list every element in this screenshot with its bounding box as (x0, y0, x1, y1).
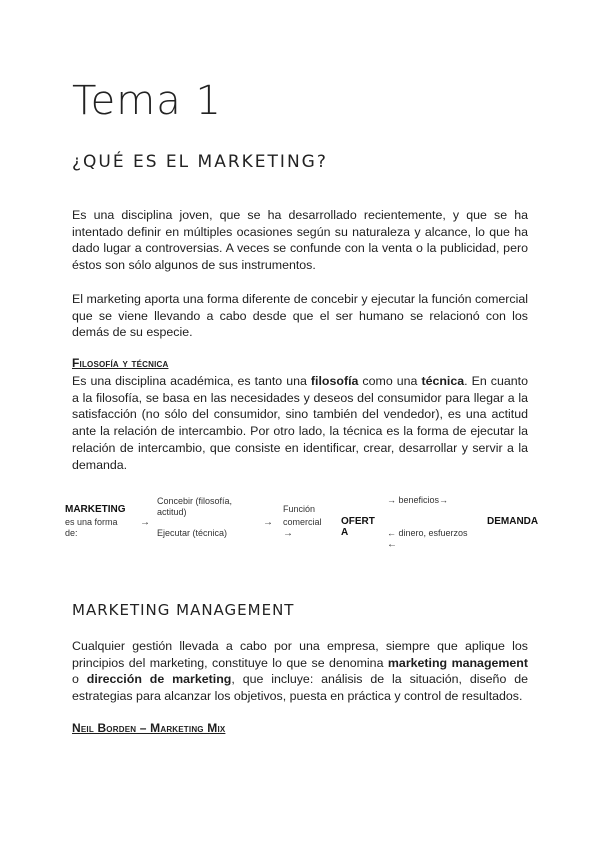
text-run: como una (358, 374, 422, 388)
bold-term-direccion-marketing: dirección de marketing (86, 672, 232, 687)
diagram-funcion: Función (283, 504, 316, 514)
diagram-de-label: de: (65, 528, 78, 538)
bold-term-marketing-management: marketing management (387, 655, 529, 670)
paragraph-filosofia-tecnica (72, 373, 528, 473)
text-run: , que incluye: análisis de la situación, diseño de estrategias para alcanzar los objetivos, puesta en práctica y control de resultados. (72, 672, 529, 704)
text-run: Es una disciplina académica, es tanto una (72, 374, 311, 388)
section-heading-marketing-management: MARKETING MANAGEMENT (72, 601, 295, 619)
page-title: Tema 1 (72, 78, 222, 124)
paragraph-funcion-comercial: El marketing aporta una forma diferente de concebir y ejecutar la función comercial que se viene llevando a cabo desde que el ser humano se relacionó con los demás de su especie. (72, 292, 528, 340)
diagram-oferta-1: OFERT (341, 516, 375, 527)
subheading-marketing-mix: Neil Borden – Marketing Mix (72, 721, 226, 735)
diagram-comercial: comercial (283, 517, 322, 527)
diagram-concebir: Concebir (filosofía, (157, 496, 233, 506)
diagram-ejecutar: Ejecutar (técnica) (157, 528, 228, 538)
diagram-forma-label: es una forma (65, 517, 118, 527)
right-arrow-icon: → (263, 517, 273, 528)
paragraph-definicion: Es una disciplina joven, que se ha desarrollado recientemente, y que se ha intentado definir en múltiples ocasiones según su naturaleza y alcance, lo que ha dado lugar a controversias. A veces se confunde con la venta o la publicidad, pero éstos son sólo algunos de sus instrumentos. (72, 208, 528, 273)
bold-term-tecnica: técnica (421, 374, 465, 388)
bold-term-filosofia: filosofía (310, 374, 359, 388)
diagram-demanda: DEMANDA (487, 516, 539, 527)
diagram-beneficios: → beneficios→ (387, 495, 449, 505)
subheading-filosofia-tecnica: Filosofía y técnica (72, 356, 169, 370)
section-heading-que-es-marketing: ¿QUÉ ES EL MARKETING? (72, 152, 328, 172)
paragraph-marketing-management (72, 638, 528, 705)
text-run: . En cuanto a la filosofía, se basa en las necesidades y deseos del consumidor para llegar a la satisfacción (no sólo del consumidor, sino también del vendedor), es una actitud ante la relación de intercambio. Por otro lado, la técnica es la forma de ejecutar la relación de intercambio, que consiste en identificar, crear, desarrollar y servir a la demanda. (72, 374, 528, 472)
diagram-actitud: actitud) (157, 507, 187, 517)
right-arrow-icon: → (283, 528, 293, 539)
text-run: o (72, 672, 87, 687)
left-arrow-icon: ← (387, 539, 397, 550)
right-arrow-icon: → (140, 517, 150, 528)
diagram-oferta-2: A (341, 527, 349, 538)
diagram-marketing-label: MARKETING (65, 504, 126, 515)
marketing-diagram (64, 493, 544, 553)
text-run: Cualquier gestión llevada a cabo por una empresa, siempre que aplique los principios del marketing, constituye lo que se denomina (72, 639, 528, 670)
diagram-dinero: ← dinero, esfuerzos (387, 528, 468, 538)
